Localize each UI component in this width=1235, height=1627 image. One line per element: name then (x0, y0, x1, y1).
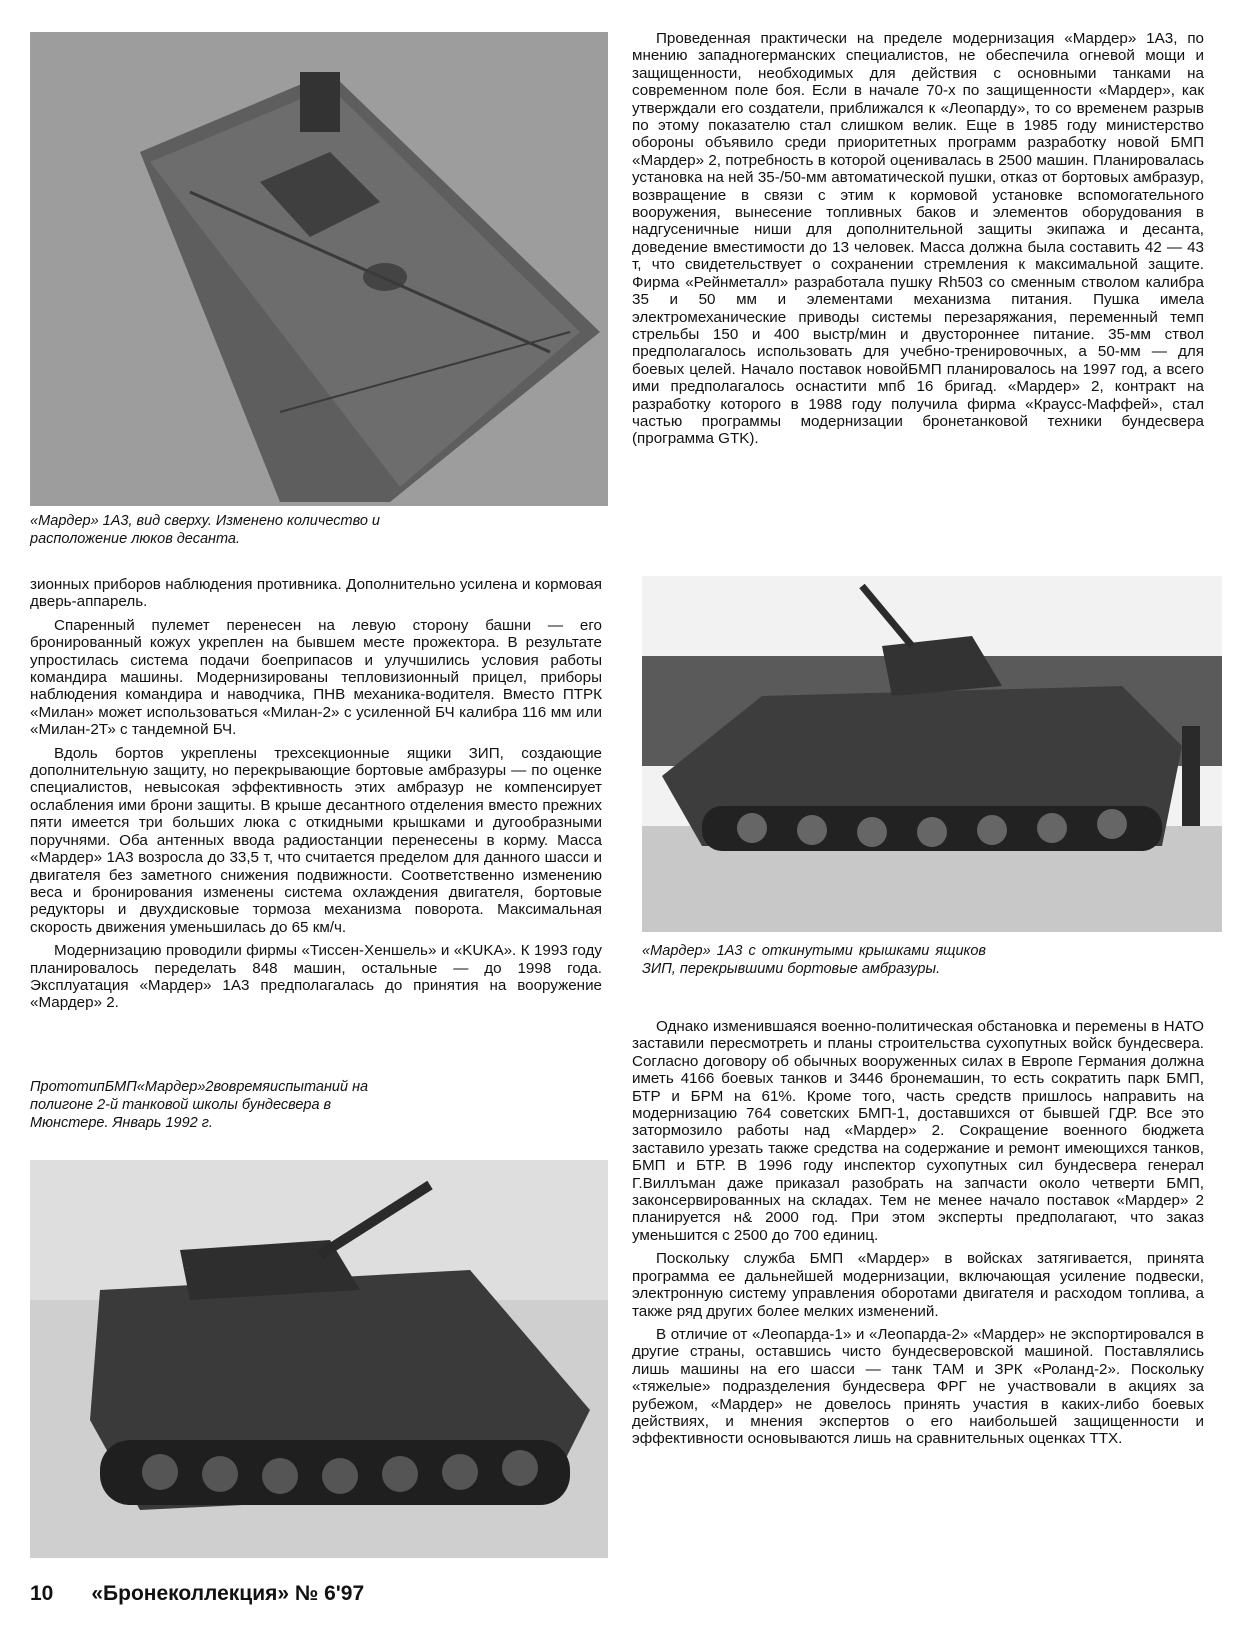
tank-side-view-image (642, 576, 1222, 932)
tank-top-view-image (30, 32, 608, 506)
caption-prototype: ПрототипБМП«Мардер»2вовремяиспытаний на полигоне 2-й танковой школы бундесвера в Мюнстере. Январь 1992 г. (30, 1079, 369, 1131)
caption-top-view: «Мардер» 1А3, вид сверху. Изменено количество и расположение люков десанта. (30, 513, 380, 547)
page-footer (30, 1582, 364, 1606)
paragraph: В отличие от «Леопарда-1» и «Леопарда-2» «Мардер» не экспортировался в другие страны, оставшись чисто бундесверовской машиной. Поставлялись лишь машины на его шасси — танк ТАМ и ЗРК «Роланд-2». Поскольку «тяжелые» подразделения бундесвера ФРГ не участвовали в акциях за рубежом, «Мардер» не довелось принять участия в каких-либо боевых действиях, и мнения экспертов о его наибольшей защищенности и эффективности основываются лишь на сравнительных оценках ТТХ. (632, 1325, 1204, 1448)
paragraph: Модернизацию проводили фирмы «Тиссен-Хеншель» и «KUKA». К 1993 году планировалось переделать 848 машин, остальные — до 1998 года. Эксплуатация «Мардер» 1А3 предполагалась до принятия на вооружение «Мардер» 2. (30, 942, 602, 1012)
paragraph: Спаренный пулемет перенесен на левую сторону башни — его бронированный кожух укреплен на бывшем месте прожектора. В результате упростилась система подачи боеприпасов и улучшились условия работы командира машины. Модернизированы тепловизионный прицел, приборы наблюдения командира и наводчика, ПНВ механика-водителя. Вместо ПТРК «Милан» может использоваться «Милан-2» с усиленной БЧ калибра 116 мм или «Милан-2Т» с тандемной БЧ. (30, 616, 602, 739)
page-number: 10 (30, 1582, 54, 1605)
paragraph: Вдоль бортов укреплены трехсекционные ящики ЗИП, создающие дополнительную защиту, но перекрывающие бортовые амбразуры — по оценке специалистов, невысокая эффективность этих амбразур не компенсирует ослабления ими брони защиты. В крыше десантного отделения вместо прежних пяти имеется три больших люка с откидными крышками и дугообразными поручнями. Оба антенных ввода радиостанции перенесены в корму. Масса «Мардер» 1А3 возросла до 33,5 т, что считается пределом для данного шасси и двигателя без заметного снижения подвижности. Соответственно изменению веса и бронирования изменены система охлаждения двигателя, бортовые редукторы и двухдисковые тормоза механизма поворота. Максимальная скорость движения уменьшилась до 65 км/ч. (30, 744, 602, 936)
prototype-tank-image (30, 1160, 608, 1558)
photo-marder-side-view (642, 576, 1222, 932)
paragraph: зионных приборов наблюдения противника. Дополнительно усилена и кормовая дверь-аппарель. (30, 576, 602, 611)
paragraph: Поскольку служба БМП «Мардер» в войсках затягивается, принята программа ее дальнейшей модернизации, включающая усиление подвески, электронную систему управления оборотами двигателя и расходом топлива, а также ряд других более мелких изменений. (632, 1250, 1204, 1320)
paragraph: Однако изменившаяся военно-политическая обстановка и перемены в НАТО заставили пересмотреть и планы строительства сухопутных войск бундесвера. Согласно договору об обычных вооруженных силах в Европе Германия должна иметь 4166 боевых танков и 3446 бронемашин, то есть сократить парк БМП, БТР и БРМ на 61%. Кроме того, часть средств пришлось направить на модернизацию 764 советских БМП-1, доставшихся от бывшей ГДР. Все это затормозило работы над «Мардер» 2. Сокращение военного бюджета заставило урезать также средства на содержание и ремонт имеющихся танков, БМП и БТР. В 1996 году инспектор сухопутных сил бундесвера генерал Г.Виллъман даже приказал разобрать на запчасти около четверти БМП, законсервированных на складах. Тем не менее начало поставок «Мардер» 2 планируется н& 2000 год. При этом эксперты предполагают, что заказ уменьшится с 2500 до 700 единиц. (632, 1018, 1204, 1244)
magazine-title: «Бронеколлекция» № 6'97 (91, 1582, 365, 1605)
text-right-bottom (632, 1018, 1204, 1454)
photo-marder-top-view (30, 32, 608, 506)
text-right-top (632, 30, 1204, 454)
text-left-column (30, 576, 602, 1018)
photo-marder-2-prototype (30, 1160, 608, 1558)
paragraph: Проведенная практически на пределе модернизация «Мардер» 1А3, по мнению западногерманских специалистов, не обеспечила огневой мощи и защищенности, необходимых для действия с основными танками на современном поле боя. Если в начале 70-х по защищенности «Мардер», как утверждали его создатели, приближался к «Леопарду», то со временем разрыв по этому показателю стал слишком велик. Еще в 1985 году министерство обороны объявило среди приоритетных программ разработку новой БМП «Мардер» 2, потребность в которой оценивалась в 2500 машин. Планировалась установка на ней 35-/50-мм автоматической пушки, отказ от бортовых амбразур, возвращение в связи с этим к кормовой установке вспомогательного вооружения, вынесение топливных баков и элементов оборудования в надгусеничные ниши для дополнительной защиты экипажа и десанта, доведение вместимости до 13 человек. Масса должна была составить 42 — 43 т, что свидетельствует о сохранении стремления к максимальной защите. Фирма «Рейнметалл» разработала пушку Rh503 со сменным стволом калибра 35 и 50 мм и элементами механизма питания. Пушка имела электромеханические приводы системы перезаряжания, переменный темп стрельбы 150 и 400 выстр/мин и двустороннее питание. 35-мм ствол предполагалось использовать для учебно-тренировочных, а 50-мм — для боевых целей. Начало поставок новойБМП планировалось на 1997 год, а всего ими предполагалось оснастити мпб 16 бригад. «Мардер» 2, контракт на разработку которого в 1988 году получила фирма «Краусс-Маффей», стал частью программы модернизации бронетанковой техники бундесвера (программа GTK). (632, 30, 1204, 448)
caption-side-view: «Мардер» 1А3 с откинутыми крышками ящиков ЗИП, перекрывшими бортовые амбразуры. (642, 943, 986, 977)
